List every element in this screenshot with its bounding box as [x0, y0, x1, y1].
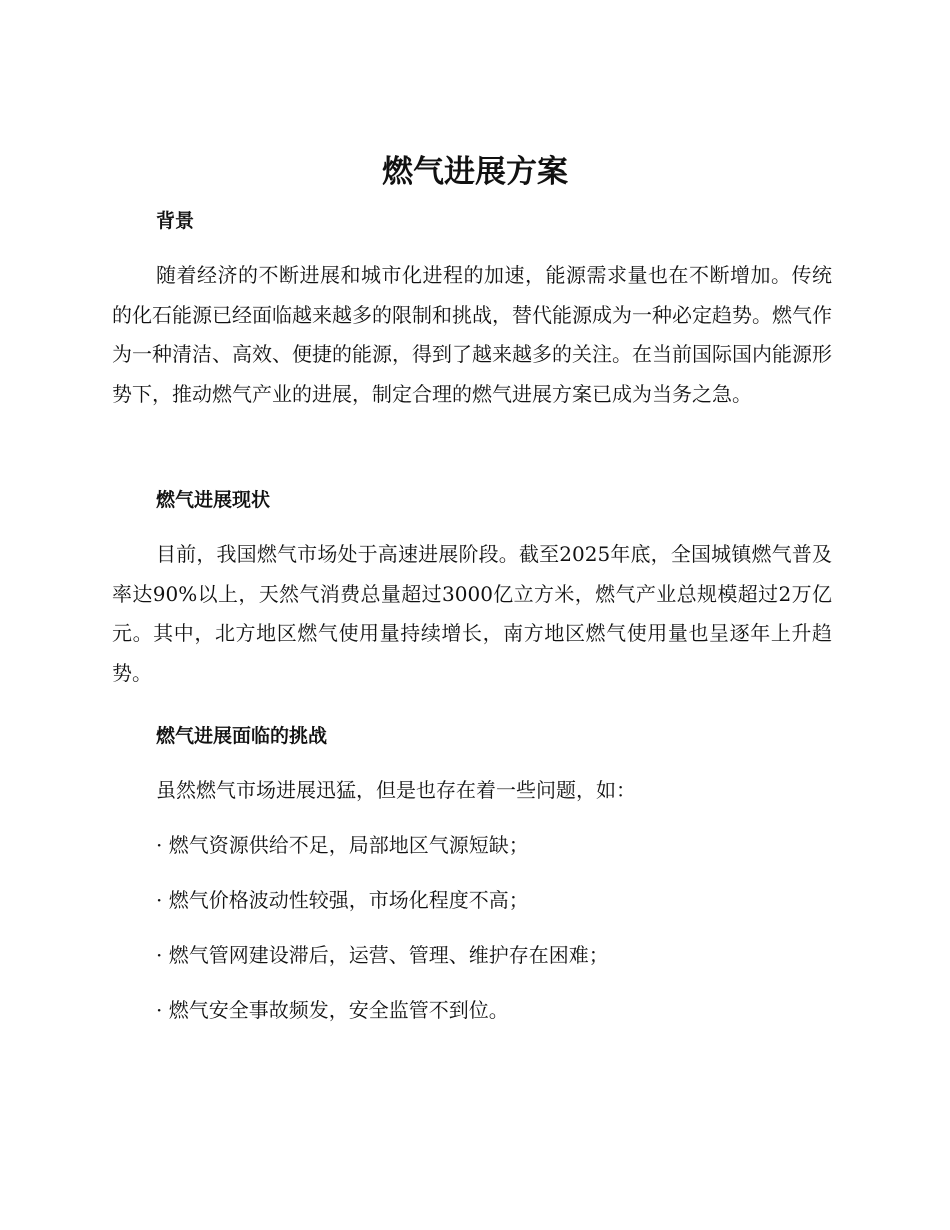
challenge-bullet: · 燃气管网建设滞后，运营、管理、维护存在困难； [156, 943, 609, 967]
document-title: 燃气进展方案 [382, 154, 568, 190]
challenges-intro: 虽然燃气市场进展迅猛，但是也存在着一些问题，如： [156, 778, 636, 802]
section-paragraph-background: 随着经济的不断进展和城市化进程的加速，能源需求量也在不断增加。传统的化石能源已经面临越来越多的限制和挑战，替代能源成为一种必定趋势。燃气作为一种清洁、高效、便捷的能源，得到了越来越多的关注。在当前国际国内能源形势下，推动燃气产业的进展，制定合理的燃气进展方案已成为当务之急。 [112, 263, 832, 406]
section-heading-challenges: 燃气进展面临的挑战 [156, 725, 328, 747]
section-heading-status: 燃气进展现状 [156, 489, 271, 511]
challenge-bullet: · 燃气价格波动性较强，市场化程度不高； [156, 888, 529, 912]
challenge-bullet: · 燃气安全事故频发，安全监管不到位。 [156, 998, 509, 1022]
section-heading-background: 背景 [156, 210, 195, 232]
challenge-bullet: · 燃气资源供给不足，局部地区气源短缺； [156, 833, 529, 857]
section-paragraph-status: 目前，我国燃气市场处于高速进展阶段。截至2025年底，全国城镇燃气普及率达90%以上，天然气消费总量超过3000亿立方米，燃气产业总规模超过2万亿元。其中，北方地区燃气使用量持续增长，南方地区燃气使用量也呈逐年上升趋势。 [112, 542, 832, 685]
